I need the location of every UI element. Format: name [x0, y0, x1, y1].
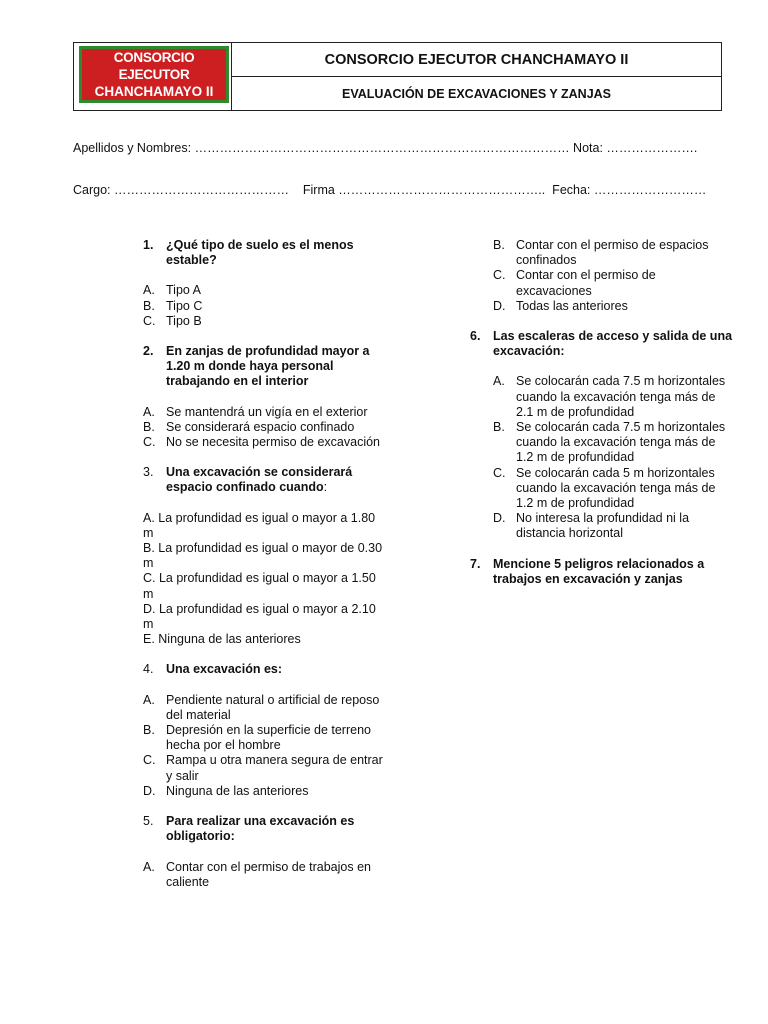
option: D. Todas las anteriores — [493, 298, 628, 313]
option: B. Se considerará espacio confinado — [143, 419, 355, 434]
option: A. Se mantendrá un vigía en el exterior — [143, 404, 368, 419]
option: B. La profundidad es igual o mayor de 0.30 m — [143, 541, 383, 571]
option: C. Se colocarán cada 5 m horizontales cuando la excavación tenga más de 1.2 m de profundidad — [493, 465, 716, 511]
question-number: 3. — [143, 465, 154, 480]
question-text: Para realizar una excavación es obligatorio: — [166, 814, 355, 844]
question-number: 6. — [470, 329, 481, 344]
question-number: 7. — [470, 556, 481, 571]
right-column — [470, 238, 733, 602]
question-text: Mencione 5 peligros relacionados a trabajos en excavación y zanjas — [493, 556, 705, 586]
option: D. La profundidad es igual o mayor a 2.10 m — [143, 601, 376, 632]
option: E. Ninguna de las anteriores — [143, 632, 301, 647]
document-header — [73, 42, 722, 111]
question-text: En zanjas de profundidad mayor a 1.20 m donde haya personal trabajando en el interior — [166, 344, 370, 389]
option: A. Contar con el permiso de trabajos en caliente — [143, 859, 371, 889]
option: C. Rampa u otra manera segura de entrar y salir — [143, 753, 383, 783]
left-column — [143, 238, 383, 905]
name-grade-line: Apellidos y Nombres: ……………………………………………………………………………… Nota: …………………. — [73, 141, 698, 155]
company-logo — [79, 46, 229, 103]
question-2 — [143, 344, 383, 450]
option: A. Pendiente natural o artificial de reposo del material — [143, 692, 380, 722]
option: A. Se colocarán cada 7.5 m horizontales cuando la excavación tenga más de 2.1 m de profundidad — [493, 374, 726, 419]
question-number: 2. — [143, 344, 154, 359]
question-number: 5. — [143, 814, 154, 829]
question-5 — [143, 814, 383, 890]
option: A. La profundidad es igual o mayor a 1.80 m — [143, 510, 376, 540]
document-subtitle: EVALUACIÓN DE EXCAVACIONES Y ZANJAS — [341, 86, 612, 101]
question-7 — [470, 557, 733, 587]
option: C. No se necesita permiso de excavación — [143, 435, 381, 450]
title-cell — [232, 43, 721, 110]
question-1 — [143, 238, 383, 329]
option: D. No interesa la profundidad ni la distancia horizontal — [493, 511, 690, 541]
document-title: CONSORCIO EJECUTOR CHANCHAMAYO II — [232, 43, 721, 77]
option: D. Ninguna de las anteriores — [143, 783, 309, 798]
question-3 — [143, 465, 383, 647]
logo-line2: CHANCHAMAYO II — [94, 84, 214, 99]
question-text: Una excavación se considerará espacio confinado cuando: — [166, 465, 353, 495]
option: C. Tipo B — [143, 313, 202, 328]
question-4 — [143, 662, 383, 799]
logo-cell — [74, 43, 232, 110]
question-number: 1. — [143, 238, 154, 252]
option: B. Tipo C — [143, 298, 203, 313]
position-signature-date-line: Cargo: …………………………………… Firma ………………………………………….. Fecha: ……………………… — [73, 183, 707, 197]
option: B. Se colocarán cada 7.5 m horizontales cuando la excavación tenga más de 1.2 m de profundidad — [493, 420, 726, 465]
question-6 — [470, 329, 733, 542]
option: C. Contar con el permiso de excavaciones — [493, 268, 656, 298]
question-text: ¿Qué tipo de suelo es el menos estable? — [166, 238, 354, 268]
question-5-continued — [493, 238, 733, 314]
question-text: Las escaleras de acceso y salida de una excavación: — [493, 329, 733, 359]
question-text: Una excavación es: — [166, 662, 283, 677]
option: B. Contar con el permiso de espacios confinados — [493, 238, 709, 268]
logo-line1: CONSORCIO EJECUTOR — [113, 50, 195, 82]
option: C. La profundidad es igual o mayor a 1.50 m — [143, 571, 376, 601]
option: A. Tipo A — [143, 283, 201, 298]
question-number: 4. — [143, 662, 154, 677]
option: B. Depresión en la superficie de terreno hecha por el hombre — [143, 723, 371, 753]
